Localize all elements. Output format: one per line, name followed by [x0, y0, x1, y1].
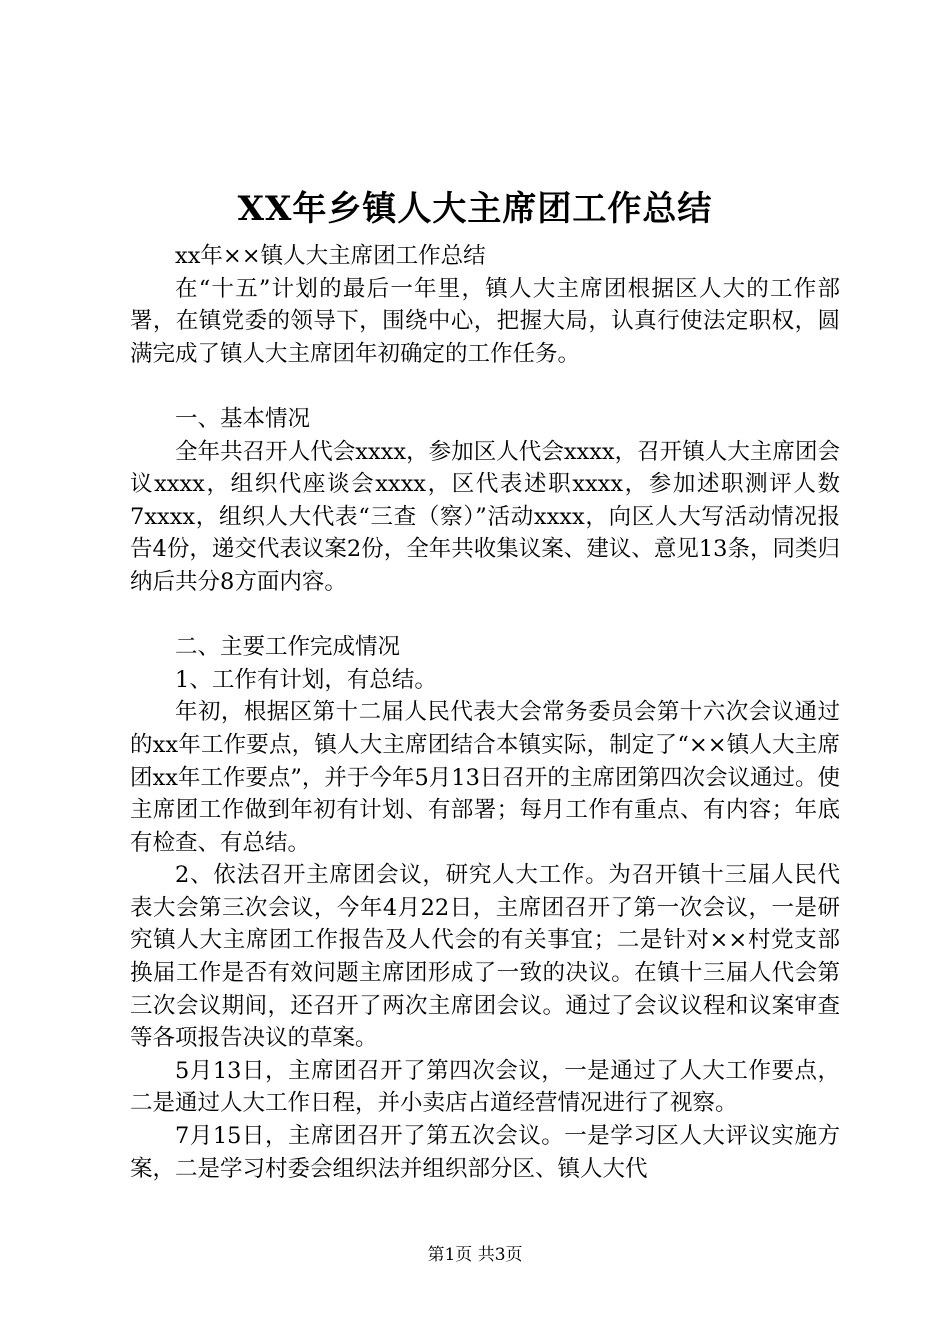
subheading-plan: 1、工作有计划，有总结。: [175, 666, 437, 693]
paragraph-basic: 全年共召开人代会xxxx，参加区人代会xxxx，召开镇人大主席团会议xxxx，组织代座谈会xxxx，区代表述职xxxx，参加述职测评人数7xxxx，组织人大代表“三查（察）”活动xxxx，向区人大写活动情况报告4份，递交代表议案2份，全年共收集议案、建议、意见13条，同类归纳后共分8方面内容。: [130, 438, 840, 595]
section-heading-basic: 一、基本情况: [175, 405, 311, 432]
paragraph-spacer: [130, 370, 840, 403]
document-title: XX年乡镇人大主席团工作总结: [237, 189, 713, 229]
document-body: [130, 240, 840, 1185]
page-footer: 第1页 共3页: [427, 1245, 523, 1265]
paragraph-subtitle: xx年××镇人大主席团工作总结: [175, 243, 486, 269]
section-heading-main-work: 二、主要工作完成情况: [175, 634, 401, 661]
paragraph-spacer: [130, 599, 840, 632]
paragraph-meetings: 2、依法召开主席团会议，研究人大工作。为召开镇十三届人民代表大会第三次会议，今年4月22日，主席团召开了第一次会议，一是研究镇人大主席团工作报告及人代会的有关事宜；二是针对××村党支部换届工作是否有效问题主席团形成了一致的决议。在镇十三届人代会第三次会议期间，还召开了两次主席团会议。通过了会议议程和议案审查等各项报告决议的草案。: [130, 862, 840, 1052]
paragraph-may-meeting: 5月13日，主席团召开了第四次会议，一是通过了人大工作要点，二是通过人大工作日程，并小卖店占道经营情况进行了视察。: [130, 1057, 840, 1117]
paragraph-intro: 在“十五”计划的最后一年里，镇人大主席团根据区人大的工作部署，在镇党委的领导下，围绕中心，把握大局，认真行使法定职权，圆满完成了镇人大主席团年初确定的工作任务。: [130, 275, 840, 367]
paragraph-july-meeting: 7月15日，主席团召开了第五次会议。一是学习区人大评议实施方案，二是学习村委会组织法并组织部分区、镇人大代: [130, 1123, 840, 1182]
paragraph-plan: 年初，根据区第十二届人民代表大会常务委员会第十六次会议通过的xx年工作要点，镇人大主席团结合本镇实际，制定了“××镇人大主席团xx年工作要点”，并于今年5月13日召开的主席团第四次会议通过。使主席团工作做到年初有计划、有部署；每月工作有重点、有内容；年底有检查、有总结。: [130, 699, 840, 856]
